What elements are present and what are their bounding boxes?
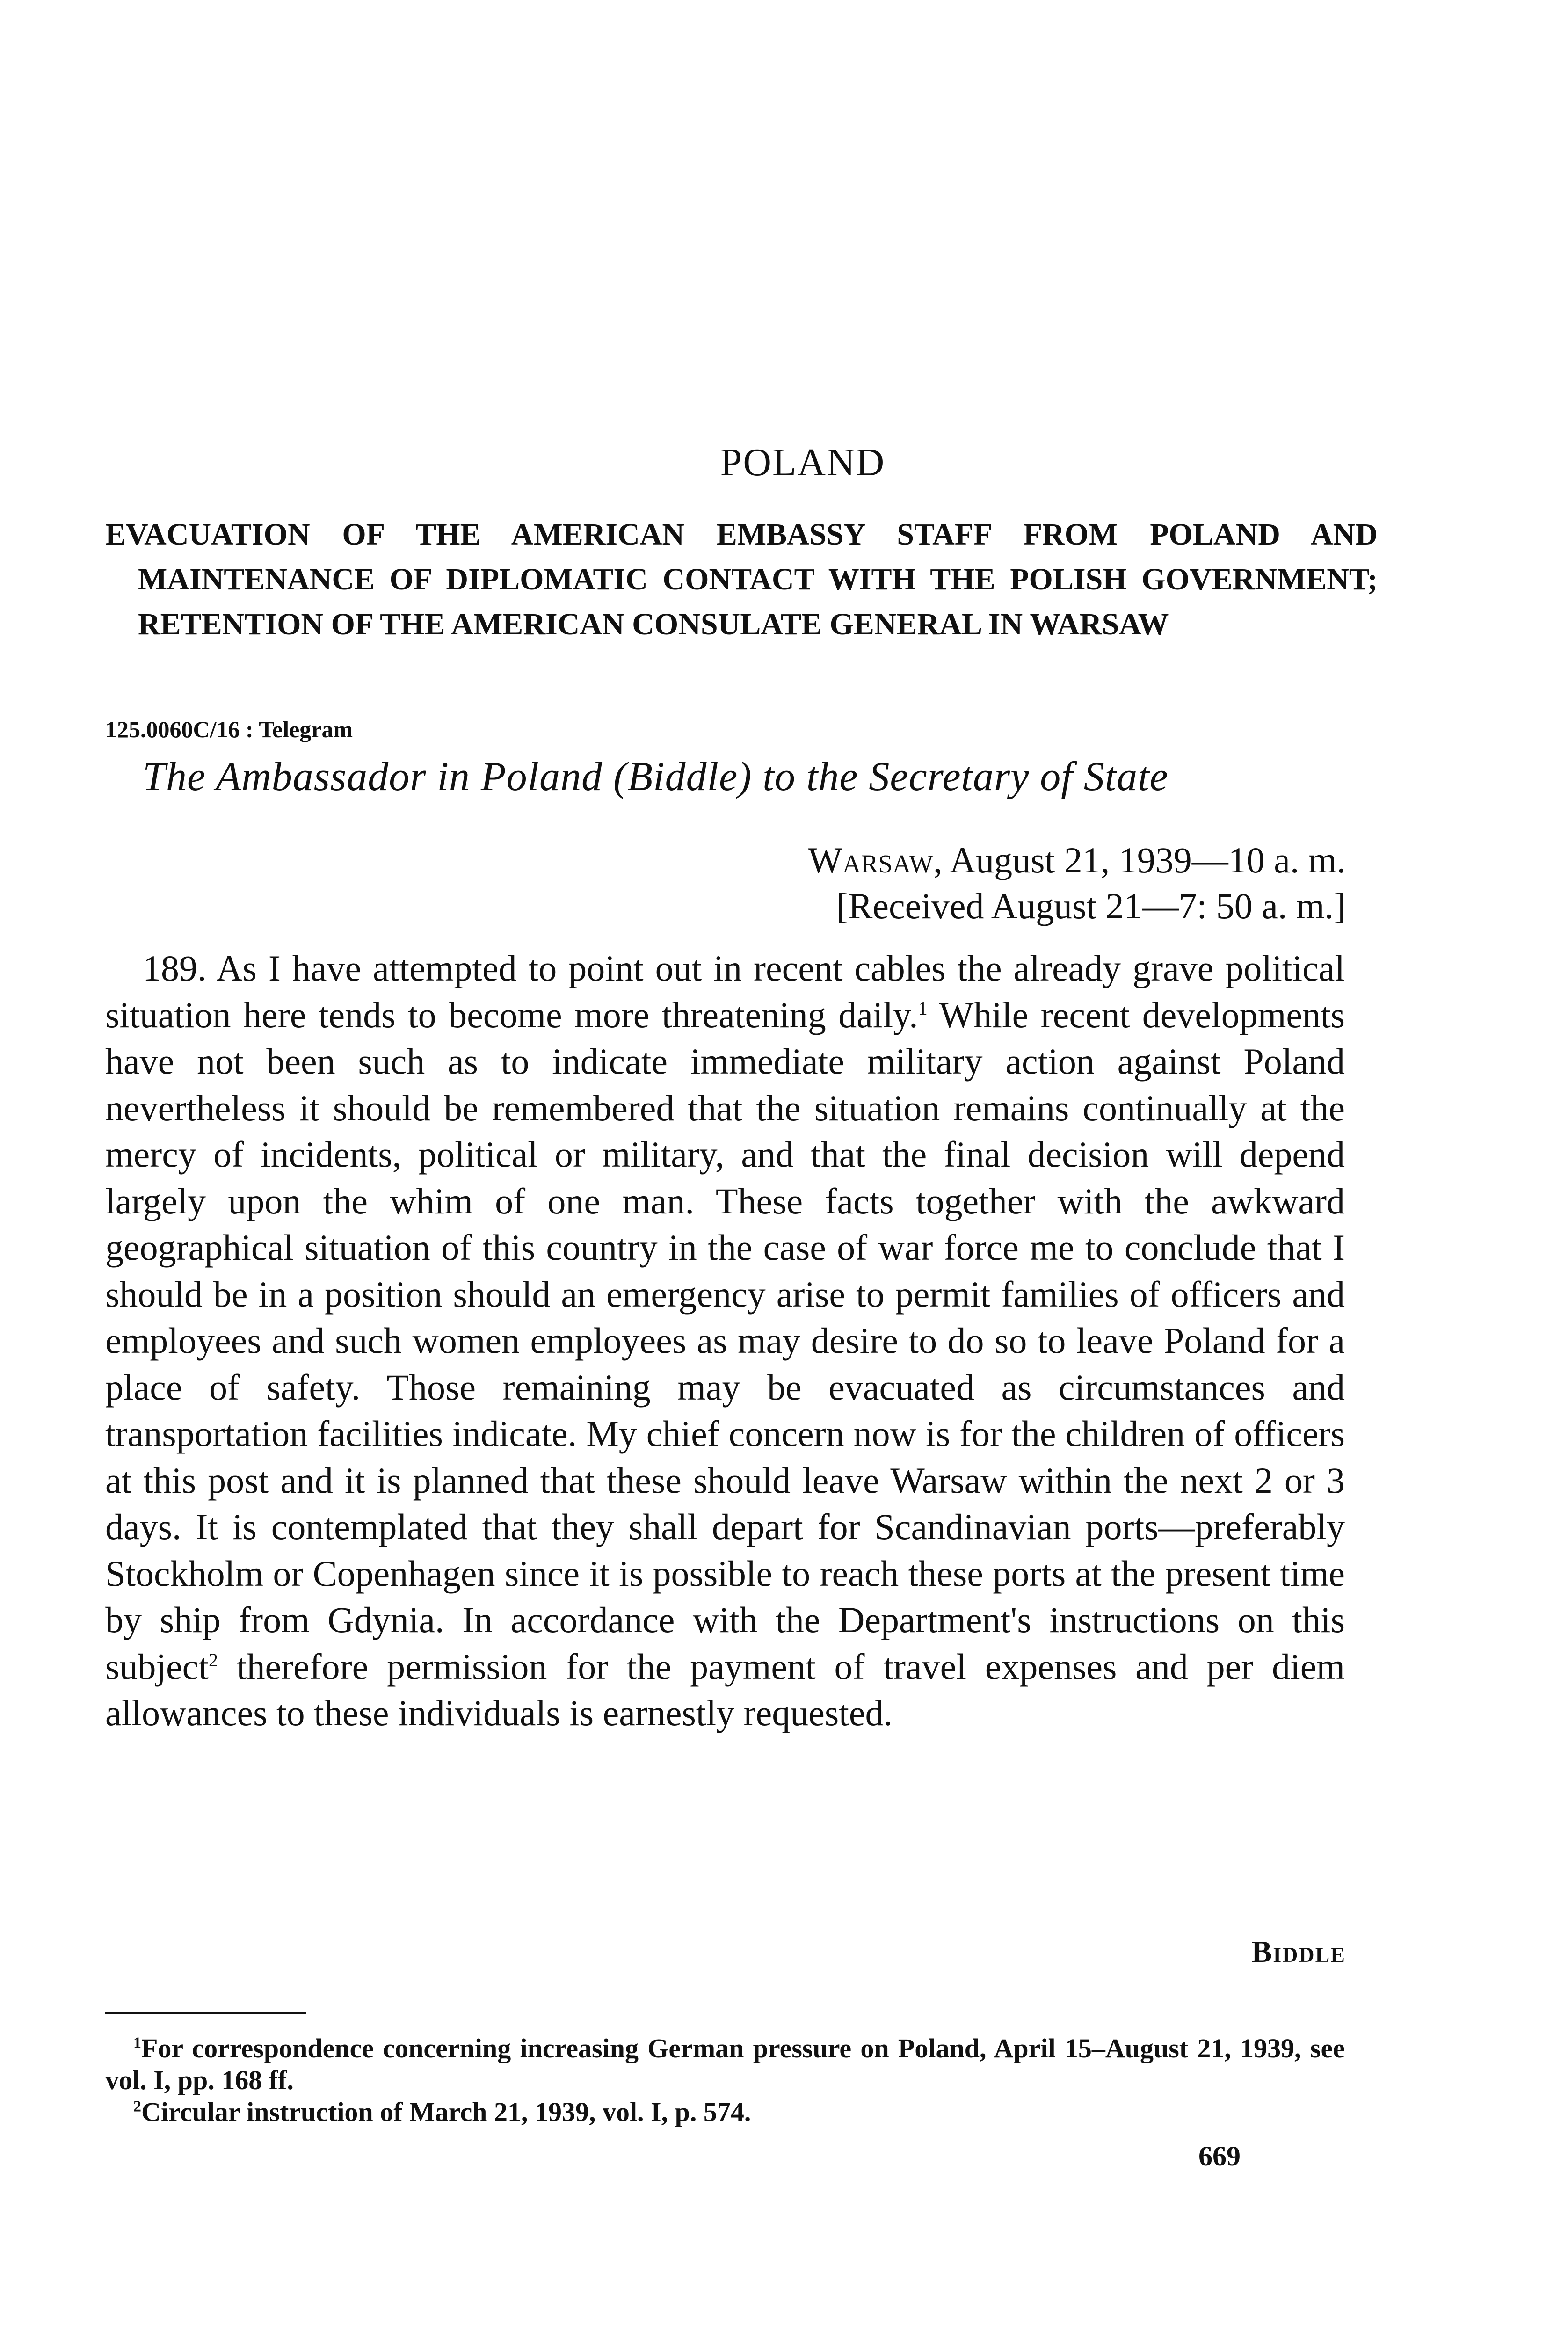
body-part-1: 189. As I have attempted to point out in recent cables the already grave political situation here tends to become more threatening daily. — [105, 948, 1345, 1035]
dateline-received: [Received August 21—7: 50 a. m.] — [836, 886, 1346, 926]
dateline-sent-date: , August 21, 1939—10 a. m. — [933, 840, 1346, 880]
footnote-divider — [105, 2012, 306, 2014]
section-heading: EVACUATION OF THE AMERICAN EMBASSY STAFF FROM POLAND AND MAINTENANCE OF DIPLOMATIC CONTACT WITH THE POLISH GOVERNMENT; RETENTION OF THE AMERICAN CONSULATE GENERAL IN WARSAW — [105, 517, 1378, 641]
page-number: 669 — [1198, 2141, 1241, 2172]
document-title: The Ambassador in Poland (Biddle) to the Secretary of State — [143, 754, 1169, 799]
footnote-text: Circular instruction of March 21, 1939, vol. I, p. 574. — [141, 2097, 751, 2127]
body-part-2: While recent developments have not been such as to indicate immediate military action against Poland nevertheless it should be remembered that the situation remains continually at the mercy of incidents, political or military, and that the final decision will depend largely upon the whim of one man. These facts together with the awkward geographical situation of this country in the case of war force me to conclude that I should be in a position should an emergency arise to permit families of officers and employees and such women employees as may desire to do so to leave Poland for a place of safety. Those remaining may be evacuated as circumstances and transportation facilities indicate. My chief concern now is for the children of officers at this post and it is planned that these should leave Warsaw within the next 2 or 3 days. It is contemplated that they shall depart for Scandinavian ports—preferably Stockholm or Copenhagen since it is possible to reach these ports at the present time by ship from Gdynia. In accordance with the Department's instructions on this subject — [105, 994, 1345, 1687]
footnote-ref-1: 1 — [918, 997, 928, 1019]
dateline-sent — [808, 837, 1346, 883]
footnotes — [105, 2033, 1345, 2128]
footnote-ref-2: 2 — [208, 1649, 218, 1671]
body-part-3: therefore permission for the payment of travel expenses and per diem allowances to these individuals is earnestly requested. — [105, 1646, 1345, 1733]
dateline-place: Warsaw — [808, 840, 934, 880]
signature: Biddle — [1251, 1935, 1346, 1969]
telegram-body — [105, 945, 1345, 1736]
dateline — [808, 837, 1346, 929]
country-heading: POLAND — [720, 441, 886, 484]
footnote-marker: 2 — [133, 2098, 141, 2115]
footnote-1 — [105, 2033, 1345, 2096]
footnote-text: For correspondence concerning increasing German pressure on Poland, April 15–August 21, 1939, see vol. I, pp. 168 ff. — [105, 2033, 1345, 2095]
file-code: 125.0060C/16 : Telegram — [105, 716, 353, 742]
footnote-2 — [105, 2096, 1345, 2128]
footnote-marker: 1 — [133, 2034, 141, 2052]
